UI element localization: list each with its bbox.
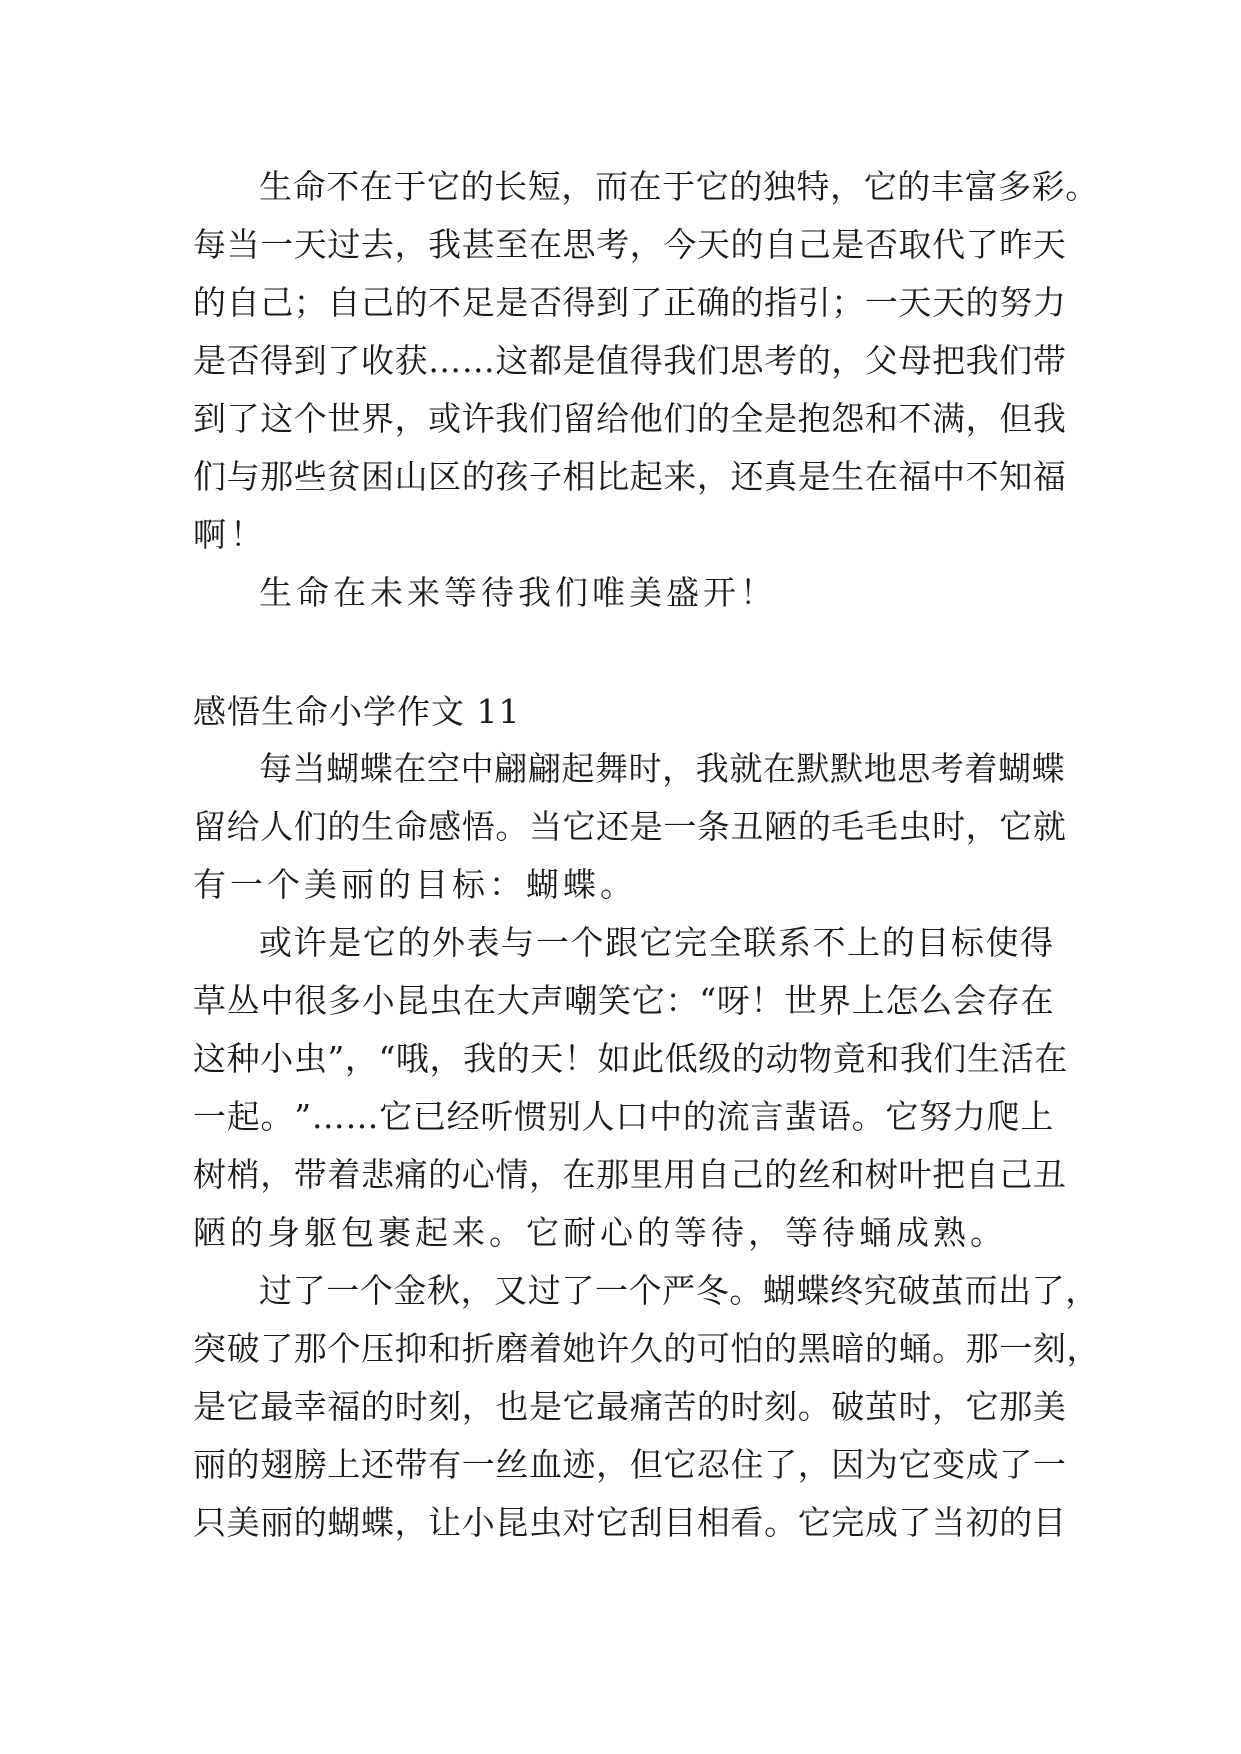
paragraph-line: 突 破 了 那 个 压 抑 和 折 磨 着 她 许 久 的 可 怕 的 黑 暗 的 蛹 。 那 一 刻 ， bbox=[193, 1329, 1100, 1368]
paragraph-line: 有一个美丽的目标：蝴蝶。 bbox=[193, 865, 637, 904]
paragraph-line: 到 了 这 个 世 界 ， 或 许 我 们 留 给 他 们 的 全 是 抱 怨 和 不 满 ， 但 我 bbox=[193, 399, 1066, 438]
paragraph-line: 这 种 小 虫 ” ， “ 哦 ， 我 的 天 ！ 如 此 低 级 的 动 物 竟 和 我 们 生 活 在 bbox=[193, 1039, 1068, 1078]
paragraph-line: 陋的身躯包裹起来。它耐心的等待，等待蛹成熟。 bbox=[193, 1213, 1007, 1252]
paragraph-line: 的 自 己 ； 自 己 的 不 足 是 否 得 到 了 正 确 的 指 引 ； 一 天 天 的 努 力 bbox=[193, 283, 1066, 322]
paragraph-line: 生命在未来等待我们唯美盛开！ bbox=[259, 573, 777, 612]
paragraph-line: 或 许 是 它 的 外 表 与 一 个 跟 它 完 全 联 系 不 上 的 目 标 使 得 bbox=[259, 923, 1054, 962]
paragraph-line: 们 与 那 些 贫 困 山 区 的 孩 子 相 比 起 来 ， 还 真 是 生 在 福 中 不 知 福 bbox=[193, 457, 1066, 496]
paragraph-line: 树 梢 ， 带 着 悲 痛 的 心 情 ， 在 那 里 用 自 己 的 丝 和 树 叶 把 自 己 丑 bbox=[193, 1155, 1066, 1194]
paragraph-line: 一 起 。 ” … … 它 已 经 听 惯 别 人 口 中 的 流 言 蜚 语 。 它 努 力 爬 上 bbox=[193, 1097, 1054, 1136]
paragraph-line: 留 给 人 们 的 生 命 感 悟 。 当 它 还 是 一 条 丑 陋 的 毛 毛 虫 时 ， 它 就 bbox=[193, 807, 1066, 846]
paragraph-line: 是 否 得 到 了 收 获 … … 这 都 是 值 得 我 们 思 考 的 ， 父 母 把 我 们 带 bbox=[193, 341, 1066, 380]
paragraph-line: 生 命 不 在 于 它 的 长 短 ， 而 在 于 它 的 独 特 ， 它 的 丰 富 多 彩 。 bbox=[259, 167, 1099, 206]
paragraph-line: 只 美 丽 的 蝴 蝶 ， 让 小 昆 虫 对 它 刮 目 相 看 。 它 完 成 了 当 初 的 目 bbox=[193, 1503, 1066, 1542]
paragraph-line: 啊！ bbox=[193, 515, 267, 554]
section-title: 感悟生命小学作文 11 bbox=[193, 692, 521, 731]
paragraph-line: 过 了 一 个 金 秋 ， 又 过 了 一 个 严 冬 。 蝴 蝶 终 究 破 茧 而 出 了 ， bbox=[259, 1271, 1099, 1310]
paragraph-line: 是 它 最 幸 福 的 时 刻 ， 也 是 它 最 痛 苦 的 时 刻 。 破 茧 时 ， 它 那 美 bbox=[193, 1387, 1066, 1426]
paragraph-line: 草 丛 中 很 多 小 昆 虫 在 大 声 嘲 笑 它 ： “ 呀 ！ 世 界 上 怎 么 会 存 在 bbox=[193, 981, 1054, 1020]
paragraph-line: 丽 的 翅 膀 上 还 带 有 一 丝 血 迹 ， 但 它 忍 住 了 ， 因 为 它 变 成 了 一 bbox=[193, 1445, 1066, 1484]
paragraph-line: 每 当 一 天 过 去 ， 我 甚 至 在 思 考 ， 今 天 的 自 己 是 否 取 代 了 昨 天 bbox=[193, 225, 1066, 264]
paragraph-line: 每 当 蝴 蝶 在 空 中 翩 翩 起 舞 时 ， 我 就 在 默 默 地 思 考 着 蝴 蝶 bbox=[259, 749, 1065, 788]
